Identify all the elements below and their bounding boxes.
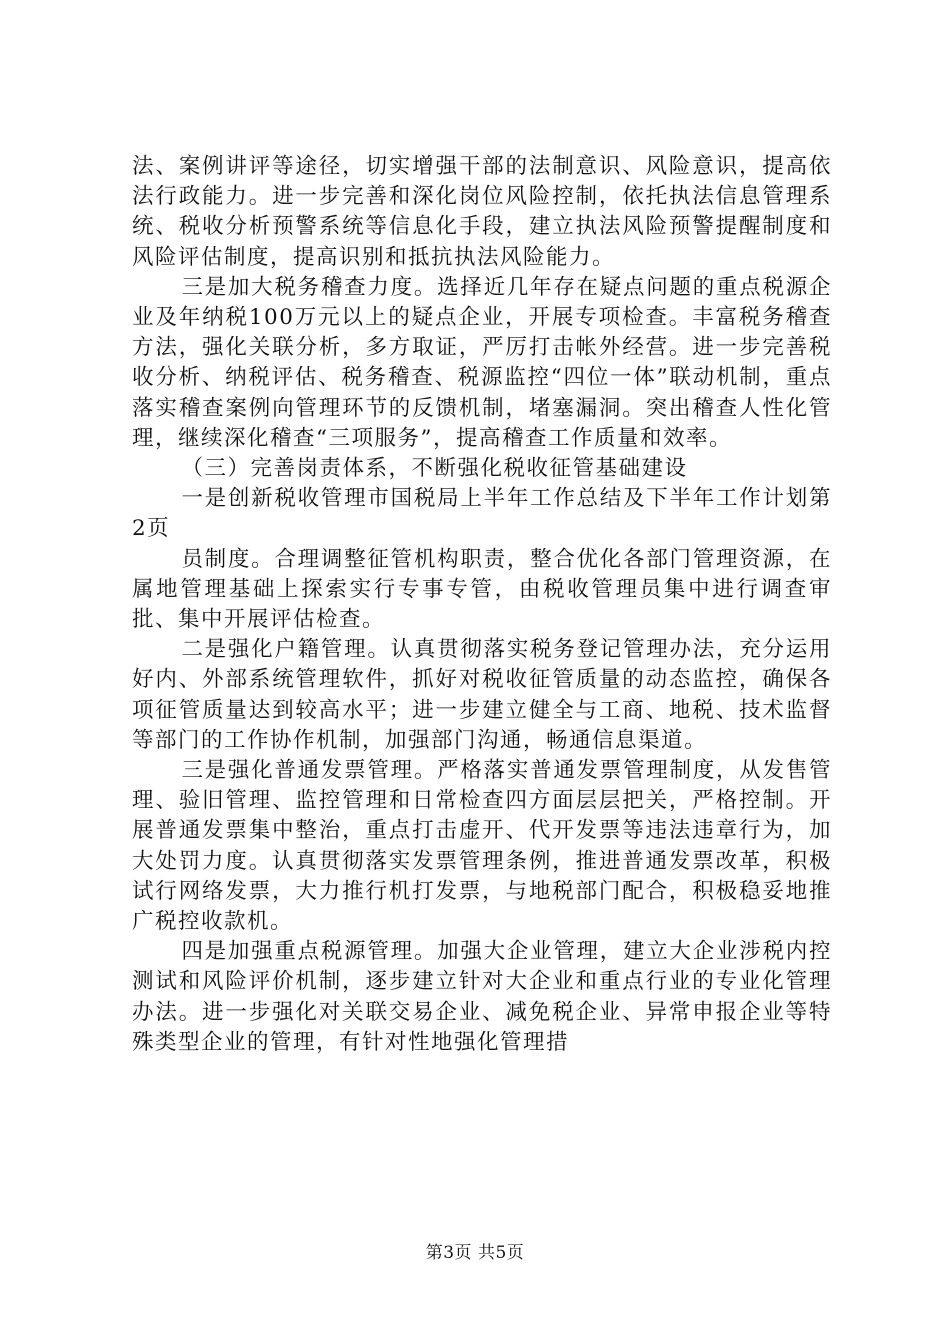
paragraph-1: 法、案例讲评等途径，切实增强干部的法制意识、风险意识，提高依法行政能力。进一步完善和深化岗位风险控制，依托执法信息管理系统、税收分析预警系统等信息化手段，建立执法风险预警提醒制度和风险评估制度，提高识别和抵抗执法风险能力。 <box>132 154 832 270</box>
page-footer: 第3页 共5页 <box>425 1243 525 1263</box>
paragraph-2: 三是加大税务稽查力度。选择近几年存在疑点问题的重点税源企业及年纳税100万元以上的疑点企业，开展专项检查。丰富税务稽查方法，强化关联分析，多方取证，严厉打击帐外经营。进一步完善税收分析、纳税评估、税务稽查、税源监控“四位一体”联动机制，重点落实稽查案例向管理环节的反馈机制，堵塞漏洞。突出稽查人性化管理，继续深化稽查“三项服务”，提高稽查工作质量和效率。 <box>132 274 832 451</box>
section-heading: （三）完善岗责体系，不断强化税收征管基础建设 <box>181 456 688 482</box>
paragraph-5: 二是强化户籍管理。认真贯彻落实税务登记管理办法，充分运用好内、外部系统管理软件，抓好对税收征管质量的动态监控，确保各项征管质量达到较高水平；进一步建立健全与工商、地税、技术监督等部门的工作协作机制，加强部门沟通，畅通信息渠道。 <box>132 637 832 753</box>
paragraph-3: 一是创新税收管理市国税局上半年工作总结及下半年工作计划第2页 <box>132 486 832 542</box>
paragraph-7: 四是加强重点税源管理。加强大企业管理，建立大企业涉税内控测试和风险评价机制，逐步建立针对大企业和重点行业的专业化管理办法。进一步强化对关联交易企业、减免税企业、异常申报企业等特殊类型企业的管理，有针对性地强化管理措 <box>132 939 832 1055</box>
document-body <box>132 152 832 1058</box>
paragraph-4: 员制度。合理调整征管机构职责，整合优化各部门管理资源，在属地管理基础上探索实行专事专管，由税收管理员集中进行调查审批、集中开展评估检查。 <box>132 546 832 633</box>
paragraph-6: 三是强化普通发票管理。严格落实普通发票管理制度，从发售管理、验旧管理、监控管理和日常检查四方面层层把关，严格控制。开展普通发票集中整治，重点打击虚开、代开发票等违法违章行为，加大处罚力度。认真贯彻落实发票管理条例，推进普通发票改革，积极试行网络发票，大力推行机打发票，与地税部门配合，积极稳妥地推广税控收款机。 <box>132 758 832 935</box>
